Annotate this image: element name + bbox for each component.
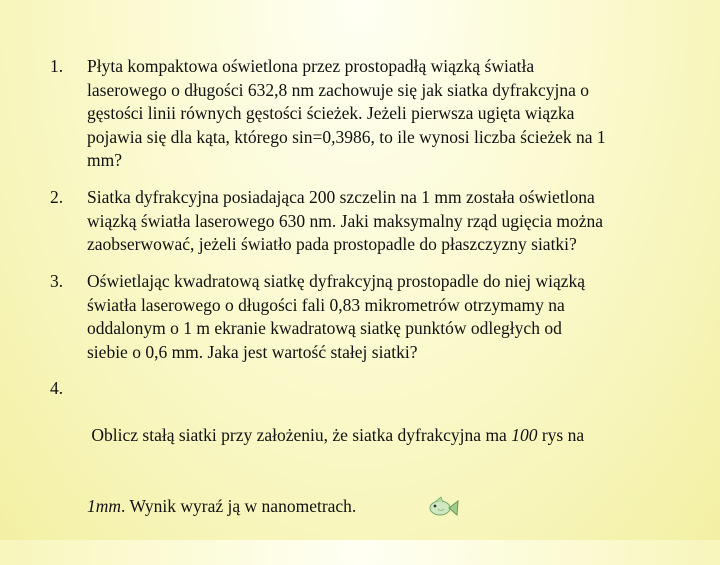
problem-3-line-2: światła laserowego o długości fali 0,83 mikrometrów otrzymamy na [87,294,565,315]
problem-1-text [87,55,687,173]
problem-1-line-2: laserowego o długości 632,8 nm zachowuje się jak siatka dyfrakcyjna o [87,79,590,100]
problem-2-line-2: wiązką światła laserowego 630 nm. Jaki maksymalny rząd ugięcia można [87,210,604,231]
problem-4-line-1-part-b: rys na [537,425,585,445]
problem-1-number: 1. [50,56,64,76]
fish-icon [424,495,460,521]
problem-3-line-1: Oświetlając kwadratową siatkę dyfrakcyjną prostopadle do niej wiązką [87,271,586,291]
problem-3-text [87,270,687,364]
problem-1-line-5: mm? [87,150,122,170]
problem-2-number: 2. [50,187,64,207]
problem-2-line-1: Siatka dyfrakcyjna posiadająca 200 szczelin na 1 mm została oświetlona [87,187,595,207]
problem-4-line-2 [87,495,687,519]
problem-4-line-1-value: 100 [511,425,538,445]
problem-1-line-4: pojawia się dla kąta, którego sin=0,3986, to ile wynosi liczba ścieżek na 1 [87,126,606,147]
problem-3-line-3: oddalonym o 1 m ekranie kwadratową siatkę punktów odległych od [87,318,562,338]
problem-4-line-2-part-b: . Wynik wyraź ją w nanometrach. [121,495,357,516]
problem-2-line-3: zaobserwować, jeżeli światło pada prostopadle do płaszczyzny siatki? [87,234,577,254]
problem-4-line-2-unit: 1mm [87,495,122,516]
problem-4-number: 4. [50,378,64,398]
problem-1-line-1: Płyta kompaktowa oświetlona przez prostopadłą wiązką światła [87,56,535,76]
problem-1-line-3: gęstości linii równych gęstości ścieżek. Jeżeli pierwsza ugięta wiązka [87,103,575,123]
problem-2-text [87,186,687,257]
problem-3-line-4: siebie o 0,6 mm. Jaka jest wartość stałej siatki? [87,341,418,362]
problem-4-text [87,377,687,565]
problem-4-line-1 [87,424,687,448]
problem-3-number: 3. [50,271,64,291]
problem-4-line-1-part-a: Oblicz stałą siatki przy założeniu, że siatka dyfrakcyjna ma [87,425,512,445]
